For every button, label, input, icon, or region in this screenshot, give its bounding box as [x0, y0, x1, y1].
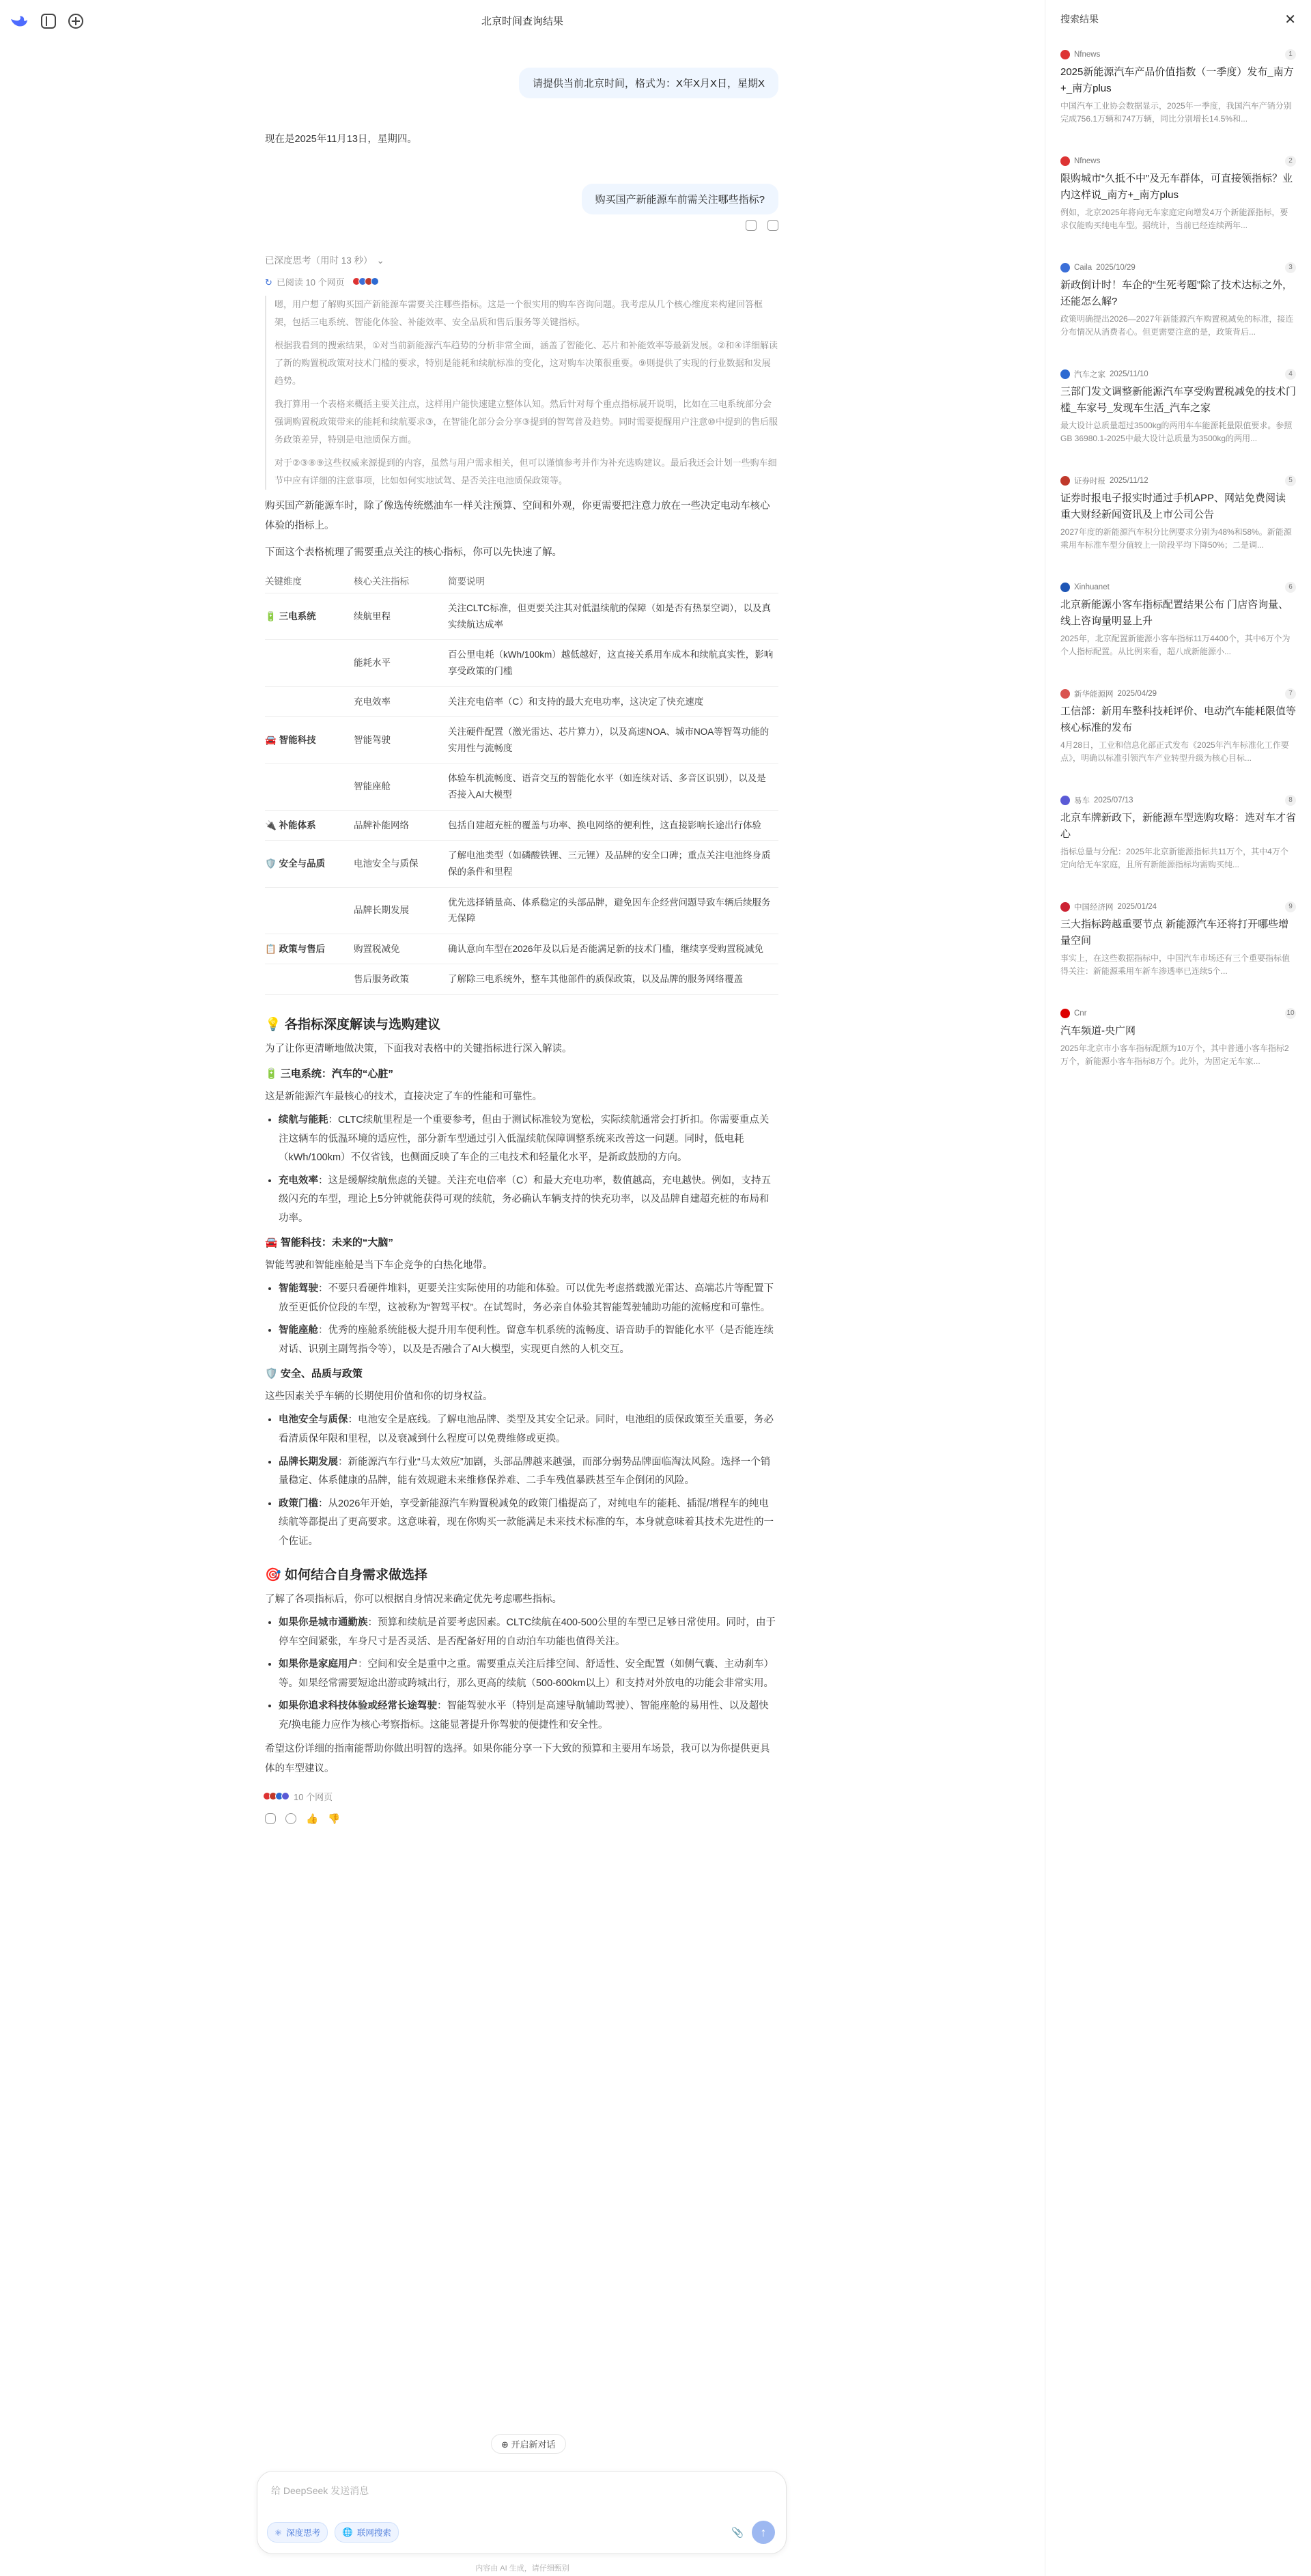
result-snippet: 例如，北京2025年将向无车家庭定向增发4万个新能源指标，要求仅能购买纯电车型。据统计，当前已经连续两年...: [1060, 208, 1288, 230]
bullet-term: 智能驾驶: [279, 1283, 318, 1295]
result-date: 2025/07/13: [1094, 796, 1133, 804]
section-heading: 💡 各指标深度解读与选购建议: [265, 1018, 440, 1032]
web-search-label: 联网搜索: [356, 2528, 391, 2538]
table-cell-metric: 充电效率: [354, 686, 448, 717]
atom-icon: ⚛: [274, 2528, 283, 2538]
result-snippet: 指标总量与分配：2025年北京新能源指标共11万个，其中4万个定向给无车家庭，且所有新能源指标均需购买纯...: [1060, 847, 1288, 869]
bullet-text: ：不要只看硬件堆料，更要关注实际使用的功能和体验。可以优先考虑搭载激光雷达、高端芯片等配置下放至更低价位段的车型，这被称为“智驾平权”。在试驾时，务必亲自体验其智能驾驶辅助功能的流畅度和可靠性。: [279, 1283, 774, 1313]
result-meta: [1060, 475, 1296, 486]
bullet-term: 充电效率: [279, 1175, 318, 1186]
subsection-heading: 🚘 智能科技：未来的“大脑”: [265, 1237, 393, 1249]
new-chat-button[interactable]: ⊕ 开启新对话: [491, 2434, 566, 2454]
table-cell-dimension: [265, 887, 354, 934]
result-meta: [1060, 582, 1296, 593]
result-meta: [1060, 156, 1296, 167]
dimension-icon: 🔋: [265, 611, 277, 621]
result-title[interactable]: 三大指标跨越重要节点 新能源汽车还将打开哪些增量空间: [1060, 919, 1289, 947]
result-source: 中国经济网: [1074, 904, 1114, 912]
section-intro: 为了让你更清晰地做决策，下面我对表格中的关键指标进行深入解读。: [265, 1044, 572, 1054]
thinking-paragraph: 我打算用一个表格来概括主要关注点，这样用户能快速建立整体认知。然后针对每个重点指标展开说明，比如在三电系统部分会强调购置税政策带来的能耗和续航要求③，在智能化部分会分享③提到的智驾普及趋势。同时需要提醒用户注意⑩中提到的售后服务政策差异，特别是电池质保方面。: [274, 399, 778, 445]
send-button[interactable]: ↑: [752, 2521, 775, 2544]
section-heading-text: 如何结合自身需求做选择: [284, 1568, 427, 1583]
result-meta: [1060, 1008, 1296, 1019]
section-heading-text: 各指标深度解读与选购建议: [284, 1018, 440, 1032]
panel-title: 搜索结果: [1060, 14, 1099, 25]
table-row: [265, 841, 778, 887]
bullet-text: ：从2026年开始，享受新能源汽车购置税减免的政策门槛提高了，对纯电车的能耗、插混/增程车的纯电续航等都提出了更高要求。这意味着，现在你购买一款能满足未来技术标准的车，本身就意味着其技术先进性的一个佐证。: [279, 1498, 774, 1547]
table-row: [265, 640, 778, 686]
table-cell-dimension: [265, 640, 354, 686]
closing-paragraph: 希望这份详细的指南能帮助你做出明智的选择。如果你能分享一下大致的预算和主要用车场景，我可以为你提供更具体的车型建议。: [265, 1743, 770, 1774]
dimension-icon: 🚘: [265, 734, 277, 745]
close-icon[interactable]: ✕: [1284, 12, 1296, 27]
table-cell-metric: 续航里程: [354, 593, 448, 640]
bullet-list: [265, 1614, 778, 1735]
bullet-item: [279, 1614, 778, 1651]
search-result[interactable]: [1045, 784, 1311, 891]
thumbs-up-icon[interactable]: 👍: [306, 1813, 319, 1825]
source-avatars: [265, 1789, 290, 1806]
disclaimer: 内容由 AI 生成，请仔细甄别: [475, 2564, 569, 2573]
result-source: Cnr: [1074, 1009, 1087, 1018]
bullet-term: 续航与能耗: [279, 1115, 328, 1125]
bullet-text: ：电池安全是底线。了解电池品牌、类型及其安全记录。同时，电池组的质保政策至关重要，务必看清质保年限和里程，以及衰减到什么程度可以免费维修或更换。: [279, 1414, 774, 1445]
search-result[interactable]: [1045, 997, 1311, 1087]
search-result[interactable]: [1045, 677, 1311, 784]
result-snippet: 政策明确提出2026—2027年新能源汽车购置税减免的标准，接连分布情况从消费者心。但更需要注意的是，政策背后...: [1060, 314, 1294, 337]
table-cell-dimension: [265, 810, 354, 841]
result-title[interactable]: 北京新能源小客车指标配置结果公布 门店咨询量、线上咨询量明显上升: [1060, 599, 1289, 627]
bullet-term: 品牌长期发展: [279, 1456, 338, 1468]
dimension-label: 智能科技: [279, 734, 316, 745]
chevron-down-icon: ⌄: [376, 255, 384, 266]
result-date: 2025/11/12: [1110, 477, 1148, 485]
search-result[interactable]: [1045, 891, 1311, 997]
sources-label: 10 个网页: [294, 1791, 333, 1802]
globe-icon: 🌐: [342, 2527, 353, 2537]
conversation-title: 北京时间查询结果: [481, 16, 563, 27]
result-title[interactable]: 工信部：新用车整科技耗评价、电动汽车能耗限值等核心标准的发布: [1060, 705, 1297, 733]
bullet-term: 智能座舱: [279, 1325, 318, 1336]
source-icon: [1060, 689, 1070, 699]
result-index: 9: [1285, 901, 1296, 912]
result-title[interactable]: 新政倒计时！车企的“生死考题”除了技术达标之外，还能怎么解?: [1060, 279, 1293, 307]
table-cell-description: 关注CLTC标准，但更要关注其对低温续航的保障（如是否有热泵空调），以及真实续航达成率: [448, 593, 778, 640]
bullet-text: ：新能源汽车行业“马太效应”加剧，头部品牌越来越强，而部分弱势品牌面临淘汰风险。选择一个销量稳定、体系健康的品牌，能有效规避未来维修保养难、二手车残值暴跌甚至车企倒闭的风险。: [279, 1456, 771, 1487]
search-result[interactable]: [1045, 464, 1311, 571]
result-date: 2025/11/10: [1110, 370, 1148, 378]
result-date: 2025/10/29: [1096, 264, 1136, 272]
table-header: 核心关注指标: [354, 568, 448, 593]
source-icon: [1060, 50, 1070, 59]
thinking-paragraph: 嗯，用户想了解购买国产新能源车需要关注哪些指标。这是一个很实用的购车咨询问题。我考虑从几个核心维度来构建回答框架，包括三电系统、智能化体验、补能效率、安全品质和售后服务等关键指标。: [274, 299, 763, 327]
result-title[interactable]: 北京车牌新政下，新能源车型选购攻略：选对车才省心: [1060, 812, 1297, 840]
subsection-heading: 🛡️ 安全、品质与政策: [265, 1368, 363, 1380]
bullet-text: ：这是缓解续航焦虑的关键。关注充电倍率（C）和最大充电功率，数值越高，充电越快。例如，支持五级闪充的车型，理论上5分钟就能获得可观的续航，务必确认车辆支持的快充功率，以及品牌自建超充桩的布局和功率。: [279, 1175, 771, 1224]
user-message: 请提供当前北京时间，格式为：X年X月X日，星期X: [519, 68, 778, 98]
message-composer: [257, 2471, 787, 2554]
source-avatars: [354, 274, 379, 292]
result-title[interactable]: 限购城市“久抵不中”及无车群体，可直接领指标？业内这样说_南方+_南方plus: [1060, 173, 1293, 201]
attach-icon[interactable]: 📎: [731, 2528, 744, 2538]
table-cell-metric: 智能座舱: [354, 764, 448, 810]
result-source: Caila: [1074, 264, 1092, 272]
table-cell-description: 关注充电倍率（C）和支持的最大充电功率，这决定了快充速度: [448, 686, 778, 717]
table-cell-dimension: [265, 593, 354, 640]
new-chat-label: 开启新对话: [511, 2439, 556, 2450]
table-row: [265, 686, 778, 717]
bullet-text: ：预算和续航是首要考虑因素。CLTC续航在400-500公里的车型已足够日常使用。同时，由于停车空间紧张，车身尺寸是否灵活、是否配备好用的自动泊车功能也值得关注。: [279, 1617, 776, 1647]
table-header: 关键维度: [265, 568, 354, 593]
thumbs-down-icon[interactable]: 👎: [328, 1813, 341, 1825]
result-source: Nfnews: [1074, 51, 1101, 59]
source-icon: [281, 1792, 290, 1800]
result-title[interactable]: 汽车频道-央广网: [1060, 1025, 1136, 1037]
dimension-label: 补能体系: [279, 820, 316, 830]
bullet-term: 如果你是城市通勤族: [279, 1617, 368, 1629]
source-icon: [1060, 796, 1070, 805]
source-icon: [1060, 1009, 1070, 1018]
bullet-item: [279, 1321, 778, 1359]
table-cell-metric: 电池安全与质保: [354, 841, 448, 887]
dimension-label: 政策与售后: [279, 943, 326, 954]
result-date: 2025/01/24: [1117, 903, 1157, 911]
subsection-intro: 智能驾驶和智能座舱是当下车企竞争的白热化地带。: [265, 1260, 493, 1272]
result-meta: [1060, 795, 1296, 806]
table-cell-metric: 售后服务政策: [354, 964, 448, 995]
bullet-text: ：空间和安全是重中之重。需要重点关注后排空间、舒适性、安全配置（如侧气囊、主动刹车）等。如果经常需要短途出游或跨城出行，那么更高的续航（500-600km以上）和支持对外放电的功能会非常实用。: [279, 1659, 774, 1689]
dimension-icon: 📋: [265, 943, 277, 954]
regenerate-icon[interactable]: [285, 1813, 296, 1824]
table-header: 简要说明: [448, 568, 778, 593]
table-cell-description: 确认意向车型在2026年及以后是否能满足新的技术门槛，继续享受购置税减免: [448, 934, 778, 964]
result-title[interactable]: 证券时报电子报实时通过手机APP、网站免费阅读重大财经新闻资讯及上市公司公告: [1060, 492, 1286, 520]
result-source: 汽车之家: [1074, 371, 1105, 379]
bullet-term: 电池安全与质保: [279, 1414, 348, 1426]
table-cell-description: 体验车机流畅度、语音交互的智能化水平（如连续对话、多音区识别），以及是否接入AI大模型: [448, 764, 778, 810]
result-meta: [1060, 688, 1296, 699]
read-sources-row[interactable]: [265, 274, 778, 292]
table-cell-metric: 品牌长期发展: [354, 887, 448, 934]
table-row: [265, 717, 778, 764]
table-row: [265, 934, 778, 964]
bullet-text: ：智能驾驶水平（特别是高速导航辅助驾驶）、智能座舱的易用性、以及超快充/换电能力应作为核心考察指标。这能显著提升你驾驶的便捷性和安全性。: [279, 1700, 769, 1731]
table-cell-dimension: [265, 841, 354, 887]
copy-icon[interactable]: [265, 1813, 276, 1824]
bullet-list: [265, 1111, 778, 1228]
result-index: 10: [1285, 1008, 1296, 1019]
result-meta: [1060, 369, 1296, 380]
deep-think-label: 深度思考: [286, 2528, 321, 2538]
table-cell-description: 百公里电耗（kWh/100km）越低越好，这直接关系用车成本和续航真实性，影响享受政策的门槛: [448, 640, 778, 686]
table-cell-description: 优先选择销量高、体系稳定的头部品牌，避免因车企经营问题导致车辆后续服务无保障: [448, 887, 778, 934]
table-row: [265, 810, 778, 841]
thinking-paragraph: 根据我看到的搜索结果，①对当前新能源汽车趋势的分析非常全面，涵盖了智能化、芯片和补能效率等最新发展。②和④详细解读了新的购置税政策对技术门槛的要求，特别是能耗和续航标准的变化，这对购车决策很重要。⑨则提供了实现的行业数据和发展趋势。: [274, 340, 778, 386]
table-cell-dimension: [265, 717, 354, 764]
result-index: 6: [1285, 582, 1296, 593]
result-snippet: 中国汽车工业协会数据显示，2025年一季度，我国汽车产销分别完成756.1万辆和747万辆，同比分别增长14.5%和...: [1060, 101, 1292, 124]
result-snippet: 最大设计总质量超过3500kg的两用车车能源耗量限值要求。参照GB 36980.1-2025中最大设计总质量为3500kg的两用...: [1060, 421, 1293, 443]
user-message-actions: [746, 220, 778, 231]
table-cell-description: 了解除三电系统外，整车其他部件的质保政策，以及品牌的服务网络覆盖: [448, 964, 778, 995]
result-index: 7: [1285, 688, 1296, 699]
search-result[interactable]: [1045, 145, 1311, 251]
sources-chip[interactable]: [265, 1789, 778, 1806]
thinking-paragraph: 对于②③⑧⑨这些权威来源提到的内容，虽然与用户需求相关，但可以谨慎参考并作为补充选购建议。最后我还会计划一些购车细节中应有详细的注意事项，比如如何实地试驾、是否关注电池质保政策等。: [274, 458, 777, 486]
dimension-label: 安全与品质: [279, 858, 326, 869]
result-source: 证券时报: [1074, 477, 1105, 486]
result-source: Nfnews: [1074, 157, 1101, 165]
result-snippet: 2027年度的新能源汽车积分比例要求分别为48%和58%。新能源乘用车标准车型分值较上一阶段平均下降50%；二是调...: [1060, 527, 1292, 550]
result-source: 易车: [1074, 797, 1090, 805]
subsection-heading-text: 三电系统：汽车的“心脏”: [280, 1068, 393, 1080]
result-source: 新华能源网: [1074, 690, 1114, 699]
result-index: 8: [1285, 795, 1296, 806]
bullet-term: 政策门槛: [279, 1498, 318, 1509]
table-cell-metric: 品牌补能网络: [354, 810, 448, 841]
answer-actions: [265, 1813, 778, 1825]
refresh-icon: ↻: [265, 277, 272, 288]
source-icon: [1060, 156, 1070, 166]
bullet-term: 如果你追求科技体验或经常长途驾驶: [279, 1700, 437, 1712]
indicator-table: [265, 568, 778, 995]
source-icon: [1060, 902, 1070, 912]
source-icon: [371, 277, 379, 285]
table-cell-description: 了解电池类型（如磷酸铁锂、三元锂）及品牌的安全口碑；重点关注电池终身质保的条件和里程: [448, 841, 778, 887]
result-index: 2: [1285, 156, 1296, 167]
message-input[interactable]: 给 DeepSeek 发送消息: [271, 2485, 369, 2496]
result-index: 3: [1285, 262, 1296, 273]
subsection-heading-text: 智能科技：未来的“大脑”: [280, 1237, 393, 1249]
source-icon: [1060, 476, 1070, 486]
search-results-panel: [1045, 0, 1311, 2576]
table-cell-description: 包括自建超充桩的覆盖与功率、换电网络的便利性，这直接影响长途出行体验: [448, 810, 778, 841]
table-cell-dimension: [265, 934, 354, 964]
table-cell-metric: 能耗水平: [354, 640, 448, 686]
result-source: Xinhuanet: [1074, 583, 1110, 591]
subsection-intro: 这是新能源汽车最核心的技术，直接决定了车的性能和可靠性。: [265, 1091, 542, 1102]
search-result[interactable]: [1045, 571, 1311, 677]
table-intro: 下面这个表格梳理了需要重点关注的核心指标，你可以先快速了解。: [265, 547, 562, 558]
search-result[interactable]: [1045, 251, 1311, 358]
bullet-text: ：CLTC续航里程是一个重要参考，但由于测试标准较为宽松，实际续航通常会打折扣。你需要重点关注这辆车的低温环境的适应性，部分新车型通过引入低温续航保障调整系统来改善这一问题。同时，低电耗（kWh/100km）不仅省钱，也侧面反映了车企的三电技术和轻量化水平，是新政鼓励的方向。: [279, 1115, 770, 1164]
bullet-item: [279, 1697, 778, 1735]
bullet-text: ：优秀的座舱系统能极大提升用车便利性。留意车机系统的流畅度、语音助手的智能化水平（是否能连续对话、识别主副驾指令等），以及是否融合了AI大模型，实现更自然的人机交互。: [279, 1325, 774, 1355]
dimension-icon: 🔌: [265, 820, 277, 830]
result-meta: [1060, 49, 1296, 60]
result-meta: [1060, 901, 1296, 912]
table-cell-metric: 购置税减免: [354, 934, 448, 964]
assistant-answer: 现在是2025年11月13日，星期四。: [265, 134, 417, 145]
thinking-toggle[interactable]: [265, 251, 778, 270]
result-snippet: 事实上，在这些数据指标中，中国汽车市场还有三个重要指标值得关注：新能源乘用车新车渗透率已连续5个...: [1060, 953, 1291, 976]
copy-icon[interactable]: [746, 220, 757, 231]
result-snippet: 2025年北京市小客车指标配额为10万个，其中普通小客车指标2万个，新能源小客车指标8万个。此外，为固定无车家...: [1060, 1044, 1289, 1066]
table-cell-dimension: [265, 686, 354, 717]
source-icon: [1060, 583, 1070, 592]
bullet-list: [265, 1411, 778, 1551]
deep-think-toggle[interactable]: [267, 2522, 328, 2543]
bullet-list: [265, 1280, 778, 1359]
edit-icon[interactable]: [767, 220, 778, 231]
result-index: 1: [1285, 49, 1296, 60]
dimension-label: 三电系统: [279, 611, 316, 621]
bullet-item: [279, 1453, 778, 1491]
read-sources-label: 已阅读 10 个网页: [276, 277, 345, 288]
table-cell-dimension: [265, 764, 354, 810]
thinking-label: 已深度思考（用时 13 秒）: [265, 255, 373, 266]
table-cell-metric: 智能驾驶: [354, 717, 448, 764]
result-date: 2025/04/29: [1117, 690, 1157, 698]
source-icon: [1060, 369, 1070, 379]
subsection-heading: 🔋 三电系统：汽车的“心脏”: [265, 1068, 393, 1080]
result-snippet: 2025年，北京配置新能源小客车指标11万4400个，其中6万个为个人指标配置。从比例来看，超八成新能源小...: [1060, 634, 1291, 656]
section-intro: 了解了各项指标后，你可以根据自身情况来确定优先考虑哪些指标。: [265, 1594, 562, 1606]
result-index: 4: [1285, 369, 1296, 380]
bullet-item: [279, 1495, 778, 1552]
bullet-item: [279, 1280, 778, 1317]
bullet-item: [279, 1172, 778, 1229]
search-result[interactable]: [1045, 38, 1311, 145]
subsection-heading-text: 安全、品质与政策: [280, 1368, 363, 1380]
bullet-item: [279, 1655, 778, 1693]
result-title[interactable]: 2025新能源汽车产品价值指数（一季度）发布_南方+_南方plus: [1060, 66, 1294, 94]
thinking-content: [265, 296, 778, 490]
search-result[interactable]: [1045, 358, 1311, 464]
table-cell-description: 关注硬件配置（激光雷达、芯片算力），以及高速NOA、城市NOA等智驾功能的实用性与流畅度: [448, 717, 778, 764]
table-row: [265, 964, 778, 995]
bullet-item: [279, 1111, 778, 1168]
bullet-term: 如果你是家庭用户: [279, 1659, 358, 1670]
table-cell-dimension: [265, 964, 354, 995]
result-index: 5: [1285, 475, 1296, 486]
user-message: 购买国产新能源车前需关注哪些指标?: [582, 184, 778, 214]
table-row: [265, 887, 778, 934]
table-row: [265, 593, 778, 640]
result-title[interactable]: 三部门发文调整新能源汽车享受购置税减免的技术门槛_车家号_发现车生活_汽车之家: [1060, 386, 1297, 414]
subsection-intro: 这些因素关乎车辆的长期使用价值和你的切身权益。: [265, 1391, 493, 1403]
table-row: [265, 764, 778, 810]
source-icon: [1060, 263, 1070, 272]
answer-intro: 购买国产新能源车时，除了像选传统燃油车一样关注预算、空间和外观，你更需要把注意力放在一些决定电动车核心体验的指标上。: [265, 501, 770, 531]
result-snippet: 4月28日，工业和信息化部正式发布《2025年汽车标准化工作要点》，明确以标准引领汽车产业转型升级为核心目标...: [1060, 740, 1289, 763]
section-heading: 🎯 如何结合自身需求做选择: [265, 1568, 427, 1583]
web-search-toggle[interactable]: [335, 2522, 399, 2543]
dimension-icon: 🛡️: [265, 858, 277, 869]
result-meta: [1060, 262, 1296, 273]
bullet-item: [279, 1411, 778, 1448]
